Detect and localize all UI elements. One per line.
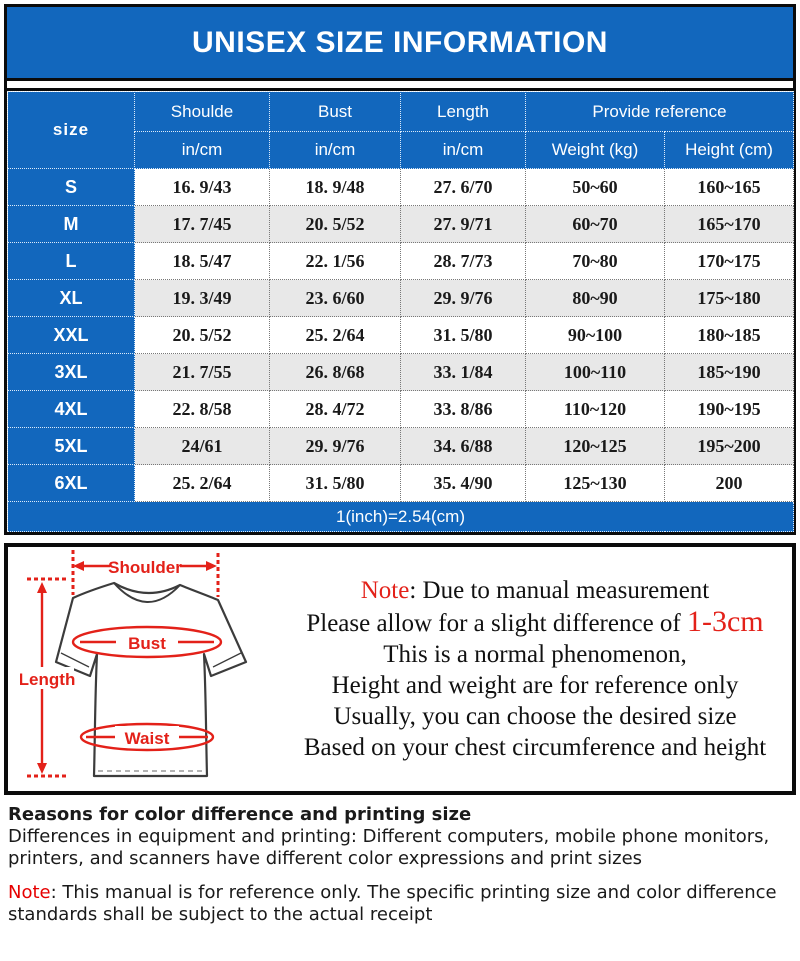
shoulder-arrowhead-left [73,561,84,571]
reasons-line-1: Differences in equipment and printing: Different computers, mobile phone monitors, [8,826,770,847]
size-label: 4XL [8,391,135,428]
reasons-line-2: printers, and scanners have different color expressions and print sizes [8,848,643,869]
reasons-title: Reasons for color difference and printing size [8,804,472,825]
page-title: UNISEX SIZE INFORMATION [192,25,608,59]
size-label: S [8,169,135,206]
size-label: M [8,206,135,243]
height-value: 170~175 [665,243,794,280]
shoulder-unit-header: in/cm [135,132,270,169]
height-value: 180~185 [665,317,794,354]
waist-label: Waist [124,728,170,748]
size-label: 3XL [8,354,135,391]
shoulder-value: 18. 5/47 [135,243,270,280]
note-line-5: Usually, you can choose the desired size [333,703,737,730]
receipt-note-line-2: standards shall be subject to the actual receipt [8,904,433,925]
bust-value: 28. 4/72 [270,391,401,428]
size-label: XXL [8,317,135,354]
height-value: 185~190 [665,354,794,391]
bust-value: 23. 6/60 [270,280,401,317]
size-table [7,91,794,532]
table-row-5xl [8,428,794,465]
weight-value: 125~130 [526,465,665,502]
bust-value: 20. 5/52 [270,206,401,243]
height-value: 175~180 [665,280,794,317]
weight-value: 90~100 [526,317,665,354]
bottom-disclaimer [8,804,800,926]
weight-value: 120~125 [526,428,665,465]
bust-column-header: Bust [270,92,401,132]
shoulder-column-header: Shoulde [135,92,270,132]
height-value: 160~165 [665,169,794,206]
shoulder-value: 25. 2/64 [135,465,270,502]
bust-value: 18. 9/48 [270,169,401,206]
bust-value: 29. 9/76 [270,428,401,465]
note-label: Note [360,577,410,604]
table-header-row-1 [8,92,794,132]
bust-unit-header: in/cm [270,132,401,169]
weight-value: 60~70 [526,206,665,243]
height-column-header: Height (cm) [665,132,794,169]
table-row-s [8,169,794,206]
weight-value: 70~80 [526,243,665,280]
note-line-1: Note: Due to manual measurement [360,577,710,604]
note-line-2: Please allow for a slight difference of 1-3cm [306,605,764,638]
length-label: Length [20,669,76,689]
receipt-note-line-1: Note: This manual is for reference only. The specific printing size and color difference [8,882,777,903]
provide-reference-header: Provide reference [526,92,794,132]
weight-value: 100~110 [526,354,665,391]
note-line-3: This is a normal phenomenon, [383,641,687,668]
tolerance-highlight: 1-3cm [687,605,764,638]
inch-cm-conversion: 1(inch)=2.54(cm) [8,502,794,532]
table-row-xl [8,280,794,317]
conversion-row [8,502,794,532]
shoulder-value: 17. 7/45 [135,206,270,243]
height-value: 200 [665,465,794,502]
note-line-4: Height and weight are for reference only [331,672,739,699]
bust-label: Bust [128,633,166,653]
bust-value: 31. 5/80 [270,465,401,502]
shoulder-value: 16. 9/43 [135,169,270,206]
tshirt-diagram-wrap [8,546,292,793]
length-column-header: Length [401,92,526,132]
weight-value: 80~90 [526,280,665,317]
table-row-xxl [8,317,794,354]
measurement-note-text [292,575,792,763]
height-value: 190~195 [665,391,794,428]
measurement-note-block [4,543,796,795]
length-value: 34. 6/88 [401,428,526,465]
table-row-3xl [8,354,794,391]
table-row-m [8,206,794,243]
length-arrowhead-top [37,582,47,593]
bust-value: 22. 1/56 [270,243,401,280]
receipt-note-label: Note [8,882,51,903]
weight-value: 110~120 [526,391,665,428]
shoulder-value: 24/61 [135,428,270,465]
note-line-6: Based on your chest circumference and height [303,734,767,761]
size-column-header: size [8,92,135,169]
table-row-6xl [8,465,794,502]
size-label: L [8,243,135,280]
weight-value: 50~60 [526,169,665,206]
shoulder-value: 20. 5/52 [135,317,270,354]
weight-column-header: Weight (kg) [526,132,665,169]
receipt-note [8,882,800,926]
length-arrowhead-bottom [37,763,47,774]
title-banner [7,7,793,81]
bust-value: 26. 8/68 [270,354,401,391]
bust-value: 25. 2/64 [270,317,401,354]
shoulder-value: 19. 3/49 [135,280,270,317]
size-label: XL [8,280,135,317]
length-value: 28. 7/73 [401,243,526,280]
size-chart-block [4,4,796,535]
tshirt-diagram [20,546,290,788]
length-value: 29. 9/76 [401,280,526,317]
divider-strip [7,81,793,91]
table-row-l [8,243,794,280]
table-row-4xl [8,391,794,428]
height-value: 195~200 [665,428,794,465]
length-value: 35. 4/90 [401,465,526,502]
shoulder-value: 22. 8/58 [135,391,270,428]
length-value: 33. 8/86 [401,391,526,428]
length-value: 27. 9/71 [401,206,526,243]
shoulder-value: 21. 7/55 [135,354,270,391]
shoulder-arrowhead-right [206,561,217,571]
length-unit-header: in/cm [401,132,526,169]
size-label: 6XL [8,465,135,502]
height-value: 165~170 [665,206,794,243]
length-value: 33. 1/84 [401,354,526,391]
size-label: 5XL [8,428,135,465]
length-value: 27. 6/70 [401,169,526,206]
shoulder-label: Shoulder [108,557,182,577]
length-value: 31. 5/80 [401,317,526,354]
